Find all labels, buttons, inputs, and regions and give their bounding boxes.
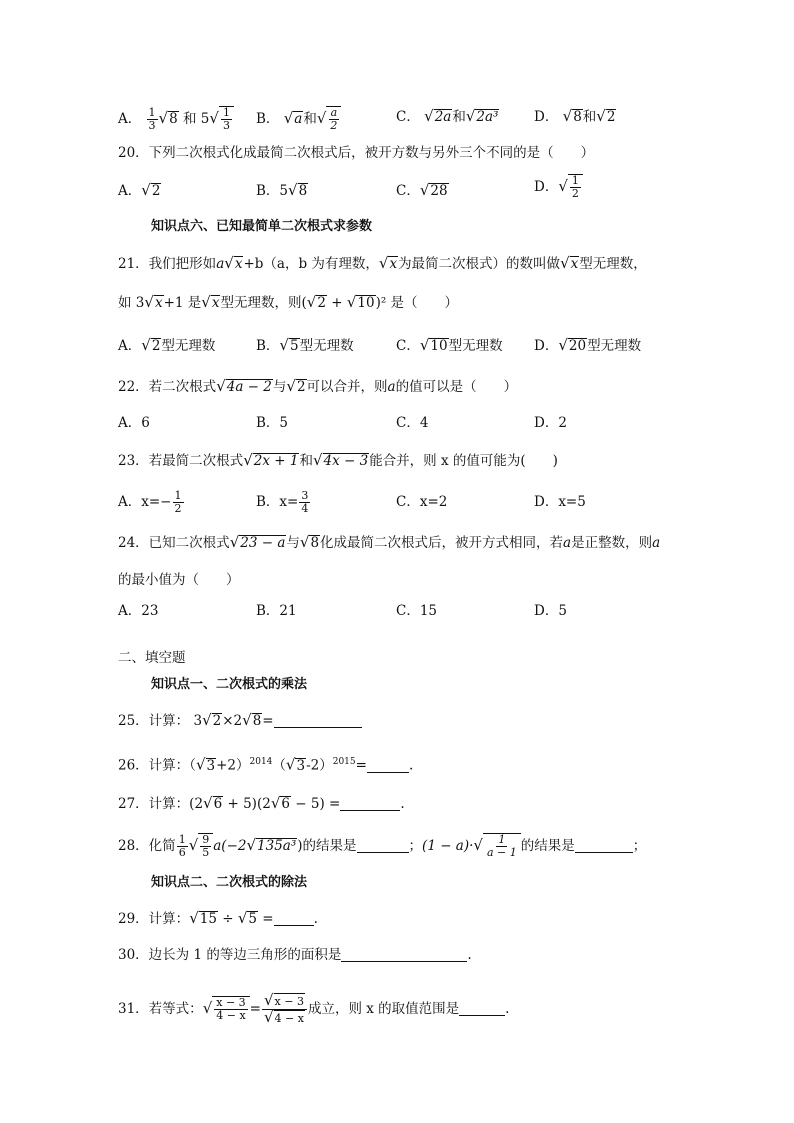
radicand: 8 (169, 111, 178, 127)
conjunction: 和 (452, 109, 466, 125)
radical-icon: √ (306, 293, 317, 311)
text: a (216, 256, 225, 272)
fraction (262, 993, 307, 1026)
q19-option-b (256, 106, 341, 132)
text: （ (272, 757, 286, 774)
radicand: 4x − 3 (323, 453, 369, 469)
text: A．x=− (118, 494, 172, 510)
q24-option-a: A．23 (118, 603, 159, 619)
text: 为最简二次根式）的数叫做 (398, 256, 561, 272)
text: 21．我们把形如 (118, 256, 217, 272)
text: 27．计算：(2 (118, 796, 204, 812)
answer-blank[interactable] (274, 911, 314, 926)
text: )² 是（ ） (375, 295, 459, 311)
text: 型无理数 (161, 338, 216, 354)
radicand: 10 (357, 295, 375, 311)
option-letter: C． (396, 338, 420, 354)
text: 型无理数，则( (220, 295, 307, 311)
numerator: 1 (571, 174, 579, 187)
q19-option-a (118, 106, 234, 132)
radicand: x (389, 256, 398, 272)
option-letter: A． (118, 338, 142, 354)
fraction (328, 107, 339, 132)
text: )的结果是 (297, 838, 357, 854)
knowledge-point-2-heading: 知识点二、二次根式的除法 (151, 875, 308, 890)
text: a (652, 535, 661, 551)
text: 型无理数， (579, 256, 647, 272)
radical-icon: √ (201, 293, 211, 311)
radical-icon: √ (202, 711, 212, 729)
knowledge-point-6-heading: 知识点六、已知最简单二次根式求参数 (151, 219, 373, 234)
exponent: 2015 (332, 757, 356, 767)
radical-icon: √ (209, 109, 219, 127)
question-30 (118, 945, 472, 965)
text: -2） (306, 757, 333, 774)
fraction (221, 107, 232, 132)
text: +2） (216, 757, 250, 774)
radical-icon: √ (242, 711, 252, 729)
q21-option-a (118, 335, 215, 356)
option-letter: B． (256, 183, 280, 199)
text: 和 (299, 453, 313, 469)
q23-option-a (118, 490, 185, 515)
question-21-line-2 (118, 292, 458, 313)
radicand: 6 (213, 796, 223, 812)
q24-option-c: C．15 (396, 603, 438, 619)
numerator: 1 (148, 106, 156, 119)
denominator: a − 1 (486, 846, 517, 859)
text: 化成最简二次根式后，被开方式相同，若 (320, 535, 564, 551)
text: 能合并，则 x 的值可能为( ) (369, 453, 558, 469)
radical-icon: √ (424, 107, 434, 125)
radical-icon: √ (188, 836, 199, 854)
radicand: 8 (310, 535, 320, 551)
question-29 (118, 908, 318, 929)
radicand: 8 (573, 109, 582, 125)
option-letter: A． (118, 111, 142, 127)
question-23-stem (118, 450, 558, 471)
numerator: 1 (174, 489, 182, 502)
text: 26．计算：（ (118, 757, 196, 774)
option-letter: B． (256, 111, 280, 127)
numerator: 9 (202, 833, 210, 846)
radical-icon: √ (229, 533, 240, 551)
text: ； (408, 838, 423, 854)
radical-icon: √ (144, 293, 154, 311)
denominator: 3 (222, 119, 230, 132)
q19-option-c (396, 106, 499, 127)
radical-icon: √ (216, 377, 226, 395)
denominator: 3 (148, 119, 156, 132)
numerator: a (330, 106, 338, 119)
coefficient: 5 (279, 183, 289, 199)
radical-icon: √ (141, 181, 151, 199)
numerator: 1 (498, 833, 506, 846)
text: . (467, 947, 472, 963)
q24-option-b: B．21 (256, 603, 297, 619)
radicand: 2 (151, 338, 161, 354)
q21-option-b (256, 335, 354, 356)
numerator: 3 (301, 489, 309, 502)
question-21-line-1 (118, 253, 647, 274)
numerator: 1 (222, 106, 230, 119)
radical-icon: √ (279, 336, 289, 354)
text: . (505, 1001, 510, 1017)
radical-icon: √ (312, 451, 323, 469)
text: 23．若最简二次根式 (118, 453, 244, 469)
denominator: 2 (571, 187, 579, 200)
text: 与 (272, 379, 287, 395)
radicand: x (211, 295, 220, 311)
fraction (299, 490, 310, 515)
question-20-stem: 20．下列二次根式化成最简二次根式后，被开方数与另外三个不同的是（ ） (118, 145, 595, 161)
radical-icon: √ (465, 107, 476, 125)
fraction (214, 997, 247, 1022)
conjunction: 和 (303, 111, 317, 127)
text: 的值可以是（ ） (395, 379, 518, 395)
answer-blank[interactable] (367, 758, 409, 773)
text: a(−2 (213, 838, 247, 854)
radical-icon: √ (246, 836, 257, 854)
text: 3 (193, 713, 203, 729)
answer-blank[interactable] (340, 796, 400, 811)
text: = (355, 757, 367, 774)
numerator: 1 (178, 833, 186, 846)
radical-icon: √ (203, 794, 213, 812)
q21-option-d (534, 335, 641, 356)
radicand: 5 (289, 338, 299, 354)
text: 29．计算： (118, 911, 190, 927)
radical-icon: √ (243, 451, 253, 469)
fraction (570, 175, 581, 200)
option-letter: D． (534, 338, 559, 354)
fraction (147, 107, 158, 132)
radical-icon: √ (286, 377, 296, 395)
radicand: 8 (252, 713, 262, 729)
radicand: x (154, 295, 163, 311)
text: 25．计算： (118, 713, 190, 729)
text: = (262, 713, 274, 729)
q21-option-c (396, 335, 503, 356)
q20-option-c (396, 180, 449, 201)
question-24-line-1 (118, 532, 660, 553)
radical-icon: √ (158, 109, 169, 127)
q22-option-d: D．2 (534, 415, 567, 431)
radical-icon: √ (419, 181, 430, 199)
text: a (563, 535, 572, 551)
text: − 5) = (290, 796, 341, 812)
radical-icon: √ (141, 336, 151, 354)
radical-icon: √ (224, 254, 234, 272)
question-27 (118, 793, 405, 814)
radical-icon: √ (263, 1008, 274, 1026)
radical-icon: √ (562, 107, 573, 125)
knowledge-point-1-heading: 知识点一、二次根式的乘法 (151, 677, 308, 692)
radical-icon: √ (560, 254, 570, 272)
q22-option-c: C．4 (396, 415, 429, 431)
numerator: x − 3 (274, 995, 304, 1008)
radicand: 10 (430, 338, 448, 354)
radical-icon: √ (378, 254, 389, 272)
fraction (173, 490, 184, 515)
text: . (408, 757, 414, 774)
coefficient: 5 (200, 111, 210, 127)
radicand: x (570, 256, 579, 272)
fraction (177, 834, 188, 859)
numerator: x − 3 (216, 996, 246, 1009)
radicand: 2a (434, 109, 452, 125)
text: 22．若二次根式 (118, 379, 217, 395)
text: 24．已知二次根式 (118, 535, 230, 551)
text: ÷ (217, 911, 238, 927)
radicand: a (294, 111, 303, 127)
q20-option-d (534, 174, 583, 200)
question-26 (118, 752, 413, 776)
q22-option-b: B．5 (256, 415, 289, 431)
text: 成立，则 x 的取值范围是 (307, 1001, 460, 1017)
exponent: 2014 (249, 757, 273, 767)
text: . (313, 911, 318, 927)
text: ×2 (222, 713, 243, 729)
radical-icon: √ (189, 909, 199, 927)
text: a (387, 379, 396, 395)
denominator: 5 (202, 846, 210, 859)
radical-icon: √ (299, 533, 310, 551)
question-28 (118, 833, 646, 859)
radical-icon: √ (283, 109, 294, 127)
q19-option-d (534, 106, 616, 127)
radical-icon: √ (596, 107, 606, 125)
text: = (249, 1001, 261, 1017)
q23-option-c: C．x=2 (396, 494, 448, 510)
radicand: 3 (206, 757, 216, 774)
text: +b（a，b 为有理数， (243, 256, 379, 272)
text: 型无理数 (299, 338, 354, 354)
radicand: 2a³ (476, 109, 499, 125)
radical-icon: √ (419, 336, 430, 354)
denominator: 4 − x (216, 1009, 246, 1022)
text: ； (632, 838, 647, 854)
radicand: x (234, 256, 243, 272)
radical-icon: √ (346, 293, 357, 311)
text: B．x= (256, 494, 299, 510)
denominator: 2 (174, 502, 182, 515)
text: 型无理数 (448, 338, 503, 354)
q24-option-d: D．5 (534, 603, 567, 619)
radicand: 8 (298, 183, 308, 199)
radicand: 135a³ (257, 838, 297, 854)
radicand: 15 (199, 911, 217, 927)
option-letter: A． (118, 183, 142, 199)
denominator: 2 (330, 119, 338, 132)
radicand: 3 (296, 757, 306, 774)
question-24-line-2: 的最小值为（ ） (118, 572, 240, 588)
text: 的结果是 (520, 838, 575, 854)
radicand: 2 (212, 713, 222, 729)
radicand: 6 (281, 796, 290, 812)
radical-icon: √ (270, 794, 281, 812)
option-letter: C． (396, 183, 420, 199)
question-31 (118, 993, 509, 1026)
text: 如 3 (118, 295, 145, 311)
answer-blank[interactable] (459, 1001, 505, 1016)
radicand: 28 (430, 183, 448, 199)
text: (1 − a)· (422, 838, 474, 854)
text: = (258, 911, 274, 927)
radicand: 2 (317, 295, 326, 311)
text: 30．边长为 1 的等边三角形的面积是 (118, 947, 342, 963)
radicand: 4a − 2 (226, 379, 272, 395)
text: +1 是 (163, 295, 202, 311)
radical-icon: √ (558, 336, 568, 354)
denominator: 4 (301, 502, 309, 515)
radical-icon: √ (195, 755, 206, 774)
denominator: 4 − x (274, 1012, 304, 1025)
fraction (485, 834, 519, 859)
option-letter: B． (256, 338, 280, 354)
radical-icon: √ (285, 755, 296, 774)
radicand: 2x + 1 (253, 453, 299, 469)
text: 是正整数，则 (571, 535, 653, 551)
radicand: 23 − a (240, 535, 286, 551)
radical-icon: √ (237, 909, 248, 927)
text: 28．化简 (118, 838, 176, 854)
conjunction: 和 (582, 109, 597, 125)
text: . (400, 796, 405, 812)
section-2-heading: 二、填空题 (118, 650, 186, 666)
radical-icon: √ (473, 836, 483, 854)
q20-option-b (256, 180, 308, 201)
q23-option-d: D．x=5 (534, 494, 586, 510)
question-22-stem (118, 376, 517, 397)
q23-option-b (256, 490, 311, 515)
text: 型无理数 (587, 338, 642, 354)
answer-blank[interactable] (575, 838, 633, 853)
option-letter: D． (534, 109, 559, 125)
q22-option-a: A．6 (118, 415, 150, 431)
text: 31．若等式： (118, 1001, 203, 1017)
q20-option-a (118, 180, 161, 201)
radical-icon: √ (288, 181, 298, 199)
conjunction: 和 (183, 111, 197, 127)
answer-blank[interactable] (341, 947, 467, 962)
answer-blank[interactable] (274, 713, 362, 728)
text: + 5)(2 (223, 796, 271, 812)
denominator: 6 (178, 846, 186, 859)
radicand: 2 (296, 379, 306, 395)
radicand: 5 (248, 911, 257, 927)
option-letter: C． (396, 109, 420, 125)
radical-icon: √ (316, 109, 327, 127)
fraction (200, 834, 211, 859)
radicand: 2 (606, 109, 616, 125)
radical-icon: √ (263, 991, 274, 1009)
answer-blank[interactable] (357, 838, 409, 853)
radicand: 20 (568, 338, 587, 354)
text: + (326, 295, 347, 311)
radical-icon: √ (558, 177, 568, 195)
radical-icon: √ (202, 999, 213, 1017)
question-25 (118, 710, 362, 731)
text: 与 (286, 535, 300, 551)
option-letter: D． (534, 179, 559, 195)
text: 可以合并，则 (306, 379, 388, 395)
radicand: 2 (151, 183, 161, 199)
